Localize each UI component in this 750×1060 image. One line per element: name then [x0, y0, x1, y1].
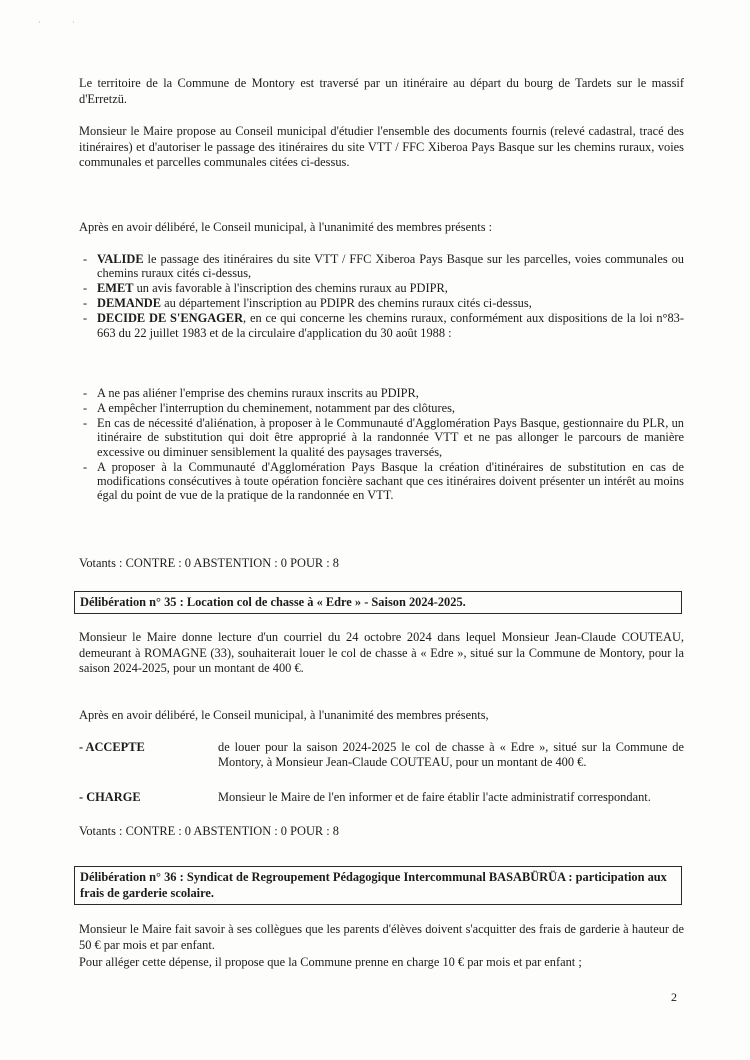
decision-demande: - DEMANDE au département l'inscription au PDIPR des chemins ruraux cités ci-dessus,: [83, 296, 532, 311]
scan-speck: ·: [72, 18, 75, 27]
decision-text: au département l'inscription au PDIPR des chemins ruraux cités ci-dessus,: [161, 296, 532, 311]
paragraph-apres-deliberation: Après en avoir délibéré, le Conseil municipal, à l'unanimité des membres présents :: [79, 220, 493, 234]
decision-text: un avis favorable à l'inscription des chemins ruraux au PDIPR,: [133, 281, 448, 296]
page-number: 2: [671, 990, 677, 1004]
paragraph-apres-deliberation-35: Après en avoir délibéré, le Conseil municipal, à l'unanimité des membres présents,: [79, 708, 489, 722]
charge-text: Monsieur le Maire de l'en informer et de faire établir l'acte administratif correspondant.: [218, 790, 651, 804]
accepte-text: de louer pour la saison 2024-2025 le col de chasse à « Edre », situé sur la Commune de Montory, à Monsieur Jean-Claude COUTEAU, pour un montant de 400 €.: [218, 740, 684, 770]
paragraph-maire-propose: Monsieur le Maire propose au Conseil municipal d'étudier l'ensemble des documents fournis (relevé cadastral, tracé des itinéraires) et d'autoriser le passage des itinéraires du site VTT / FFC Xiberoa Pays Basque sur les chemins ruraux, voies communales et parcelles communales citées ci-dessus.: [79, 124, 684, 170]
engagement-list: [79, 386, 684, 503]
paragraph-parents: Monsieur le Maire fait savoir à ses collègues que les parents d'élèves doivent s'acquitter des frais de garderie à hauteur de 50 € par mois et par enfant.: [79, 922, 684, 952]
engagement-item: - A ne pas aliéner l'emprise des chemins ruraux inscrits au PDIPR,: [83, 386, 419, 400]
paragraph-alleger: Pour alléger cette dépense, il propose que la Commune prenne en charge 10 € par mois et par enfant ;: [79, 955, 582, 969]
votes-line: Votants : CONTRE : 0 ABSTENTION : 0 POUR : 8: [79, 556, 339, 570]
deliberation-36-title: Délibération n° 36 : Syndicat de Regroupement Pédagogique Intercommunal BASABÜRÜA : participation aux frais de garderie scolaire.: [74, 866, 682, 905]
paragraph-territoire: Le territoire de la Commune de Montory est traversé par un itinéraire au départ du bourg de Tardets sur le massif d'Erretzü.: [79, 76, 684, 106]
decision-keyword: EMET: [97, 281, 134, 296]
scan-speck: ·: [38, 18, 41, 27]
decision-emet: - EMET un avis favorable à l'inscription des chemins ruraux au PDIPR,: [83, 281, 448, 296]
decision-keyword: VALIDE: [97, 252, 144, 266]
paragraph-lecture-courriel: Monsieur le Maire donne lecture d'un courriel du 24 octobre 2024 dans lequel Monsieur Jean-Claude COUTEAU, demeurant à ROMAGNE (33), souhaiterait louer le col de chasse à « Edre », situé sur la Commune de Montory, pour la saison 2024-2025, pour un montant de 400 €.: [79, 630, 684, 676]
decision-keyword: DECIDE DE S'ENGAGER: [97, 311, 244, 326]
deliberation-35-title: Délibération n° 35 : Location col de chasse à « Edre » - Saison 2024-2025.: [74, 591, 682, 614]
decision-list: [79, 252, 684, 340]
engagement-item: - En cas de nécessité d'aliénation, à proposer à le Communauté d'Agglomération Pays Basque, gestionnaire du PLR, un itinéraire de substitution qui doit être approprié à la randonnée VTT et ne pas allonger le parcours de manière excessive ou diminuer sensiblement la qualité des paysages traversés,: [83, 415, 684, 459]
decision-text: le passage des itinéraires du site VTT / FFC Xiberoa Pays Basque sur les parcelles, voies communales ou chemins ruraux cités ci-dessus,: [97, 252, 684, 281]
charge-label: - CHARGE: [79, 790, 141, 804]
engagement-item: - A empêcher l'interruption du cheminement, notamment par des clôtures,: [83, 400, 456, 415]
decision-text: , en ce qui concerne les chemins ruraux, conformément aux dispositions de la loi n°83-663 du 22 juillet 1983 et de la circulaire d'application du 30 août 1988 :: [97, 311, 684, 340]
decision-valide: - VALIDE le passage des itinéraires du site VTT / FFC Xiberoa Pays Basque sur les parcelles, voies communales ou chemins ruraux cités ci-dessus,: [83, 252, 684, 281]
engagement-item: - A proposer à la Communauté d'Agglomération Pays Basque la création d'itinéraires de substitution en cas de modifications consécutives à toute opération foncière sachant que ces itinéraires doivent présenter un intérêt au moins égal du point de vue de la pratique de la randonnée en VTT.: [83, 459, 684, 503]
accepte-label: - ACCEPTE: [79, 740, 145, 754]
votes-line-35: Votants : CONTRE : 0 ABSTENTION : 0 POUR : 8: [79, 824, 339, 838]
decision-decide: - DECIDE DE S'ENGAGER, en ce qui concerne les chemins ruraux, conformément aux dispositions de la loi n°83-663 du 22 juillet 1983 et de la circulaire d'application du 30 août 1988 :: [83, 311, 684, 340]
decision-keyword: DEMANDE: [97, 296, 162, 311]
